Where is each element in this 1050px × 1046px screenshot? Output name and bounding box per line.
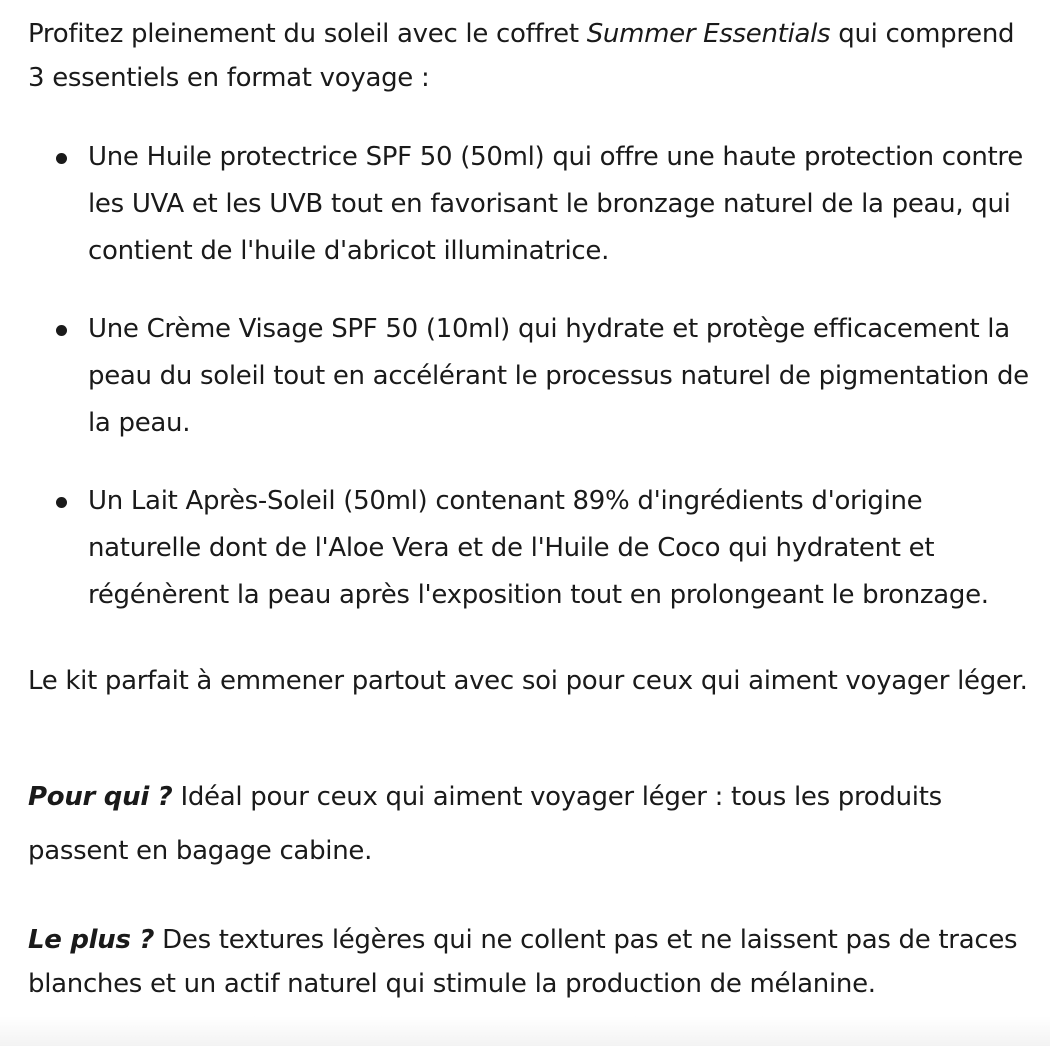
le-plus-paragraph <box>28 918 1038 1006</box>
list-item-text: Une Huile protectrice SPF 50 (50ml) qui offre une haute protection contre les UVA et les UVB tout en favorisant le bronzage naturel de la peau, qui contient de l'huile d'abricot illuminatrice. <box>88 142 1023 266</box>
le-plus-text: Des textures légères qui ne collent pas et ne laissent pas de traces blanches et un actif naturel qui stimule la production de mélanine. <box>28 925 1018 999</box>
bullet-icon <box>56 153 67 164</box>
list-item <box>28 134 1038 275</box>
intro-text-before: Profitez pleinement du soleil avec le coffret <box>28 19 587 49</box>
bullet-icon <box>56 497 67 508</box>
intro-paragraph <box>28 12 1038 100</box>
closing-paragraph: Le kit parfait à emmener partout avec soi pour ceux qui aiment voyager léger. <box>28 666 1028 696</box>
pour-qui-paragraph <box>28 770 1038 878</box>
product-name: Summer Essentials <box>586 19 831 49</box>
list-item-text: Une Crème Visage SPF 50 (10ml) qui hydrate et protège efficacement la peau du soleil tout en accélérant le processus naturel de pigmentation de la peau. <box>88 314 1029 438</box>
list-item <box>28 478 1038 619</box>
list-item-text: Un Lait Après-Soleil (50ml) contenant 89% d'ingrédients d'origine naturelle dont de l'Aloe Vera et de l'Huile de Coco qui hydratent et régénèrent la peau après l'exposition tout en prolongeant le bronzage. <box>88 486 989 610</box>
pour-qui-label: Pour qui ? <box>28 782 173 812</box>
bottom-fade <box>0 1016 1050 1046</box>
le-plus-label: Le plus ? <box>28 925 155 955</box>
intro-text-after: qui comprend 3 essentiels en format voyage : <box>28 19 1015 93</box>
pour-qui-text: Idéal pour ceux qui aiment voyager léger : tous les produits passent en bagage cabine. <box>28 782 942 866</box>
product-description <box>28 12 1038 1006</box>
essentials-list <box>28 134 1038 619</box>
bullet-icon <box>56 325 67 336</box>
list-item <box>28 306 1038 447</box>
